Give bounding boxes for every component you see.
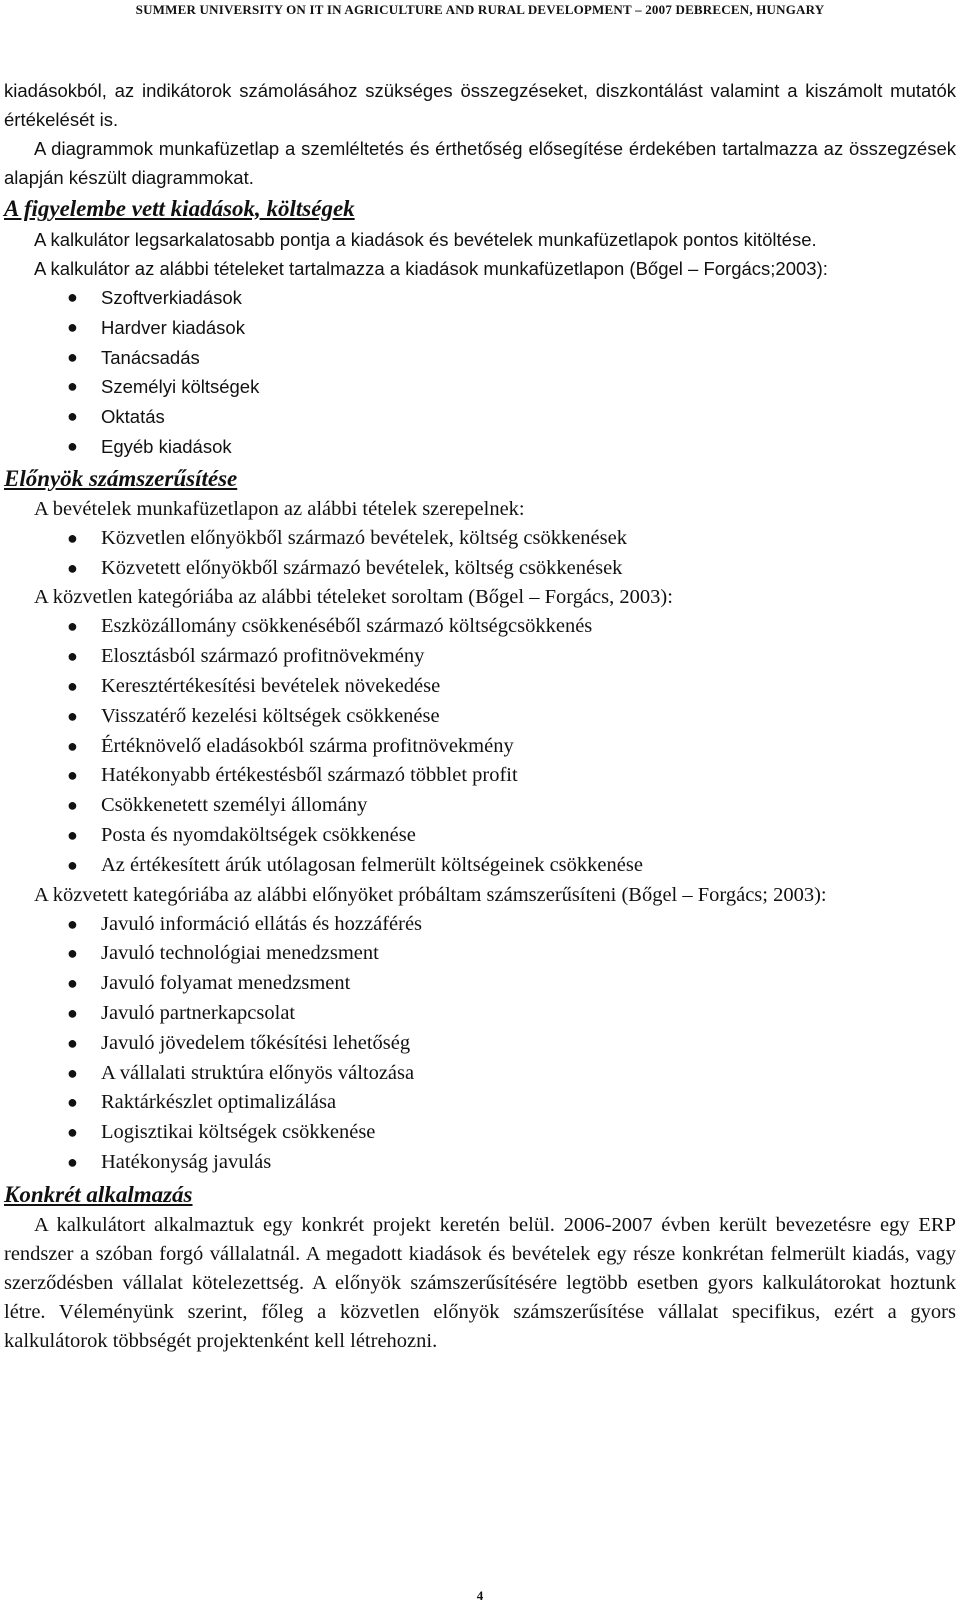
list-item-text: Raktárkészlet optimalizálása [101,1091,337,1114]
bullet-icon: ● [67,557,78,578]
bullet-icon: ● [67,527,78,548]
bullet-icon: ● [67,406,78,427]
list-item-text: Oktatás [101,406,165,428]
list-item-text: Értéknövelő eladásokból szárma profitnövekmény [101,734,514,757]
bullet-icon: ● [67,1122,78,1143]
list-item-text: Posta és nyomdaköltségek csökkenése [101,823,416,846]
list-item-text: Egyéb kiadások [101,435,232,457]
list-item-text: Visszatérő kezelési költségek csökkenése [101,704,440,727]
bullet-icon: ● [67,435,78,456]
list-item-text: Logisztikai költségek csökkenése [101,1121,376,1144]
list-item [4,910,956,940]
diagram-paragraph: A diagrammok munkafüzetlap a szemléltetés és érthetőség elősegítése érdekében tartalmazza az összegzések alapján készült diagrammokat. [4,138,956,188]
list-item [4,1059,956,1089]
bullet-icon: ● [67,854,78,875]
list-item-text: Elosztásból származó profitnövekmény [101,645,425,668]
bullet-icon: ● [67,316,78,337]
bullet-icon: ● [67,1092,78,1113]
bullet-icon: ● [67,765,78,786]
list-item [4,283,956,313]
bullet-icon: ● [67,943,78,964]
list-item-text: Keresztértékesítési bevételek növekedése [101,674,441,697]
direct-benefits-list [4,612,956,880]
list-item [4,432,956,462]
bullet-icon: ● [67,973,78,994]
list-item-text: Javuló jövedelem tőkésítési lehetőség [101,1031,411,1054]
list-item [4,851,956,881]
list-item [4,969,956,999]
list-item-text: A vállalati struktúra előnyös változása [101,1061,415,1084]
bullet-icon: ● [67,824,78,845]
bullet-icon: ● [67,675,78,696]
list-item-text: Tanácsadás [101,346,200,368]
section-heading-benefits: Előnyök számszerűsítése [4,465,238,491]
list-item-text: Közvetlen előnyökből származó bevételek, költség csökkenések [101,526,627,549]
list-item-text: Javuló folyamat menedzsment [101,972,351,995]
list-item-text: Hatékonyság javulás [101,1150,272,1173]
list-item [4,1029,956,1059]
list-item-text: Hardver kiadások [101,316,245,338]
list-item [4,642,956,672]
list-item [4,402,956,432]
list-item-text: Eszközállomány csökkenéséből származó költségcsökkenés [101,615,593,638]
list-item-text: Az értékesített árúk utólagosan felmerült költségeinek csökkenése [101,853,643,876]
list-item [4,1118,956,1148]
costs-paragraph-1: A kalkulátor legsarkalatosabb pontja a kiadások és bevételek munkafüzetlapok pontos kitöltése. [34,229,817,250]
bullet-icon: ● [67,913,78,934]
list-item [4,524,956,554]
list-item [4,372,956,402]
list-item [4,313,956,343]
list-item-text: Csökkenetett személyi állomány [101,794,368,817]
bullet-icon: ● [67,616,78,637]
section-heading-costs: A figyelembe vett kiadások, költségek [4,196,355,221]
bullet-icon: ● [67,646,78,667]
list-item [4,732,956,762]
list-item [4,702,956,732]
list-item [4,791,956,821]
bullet-icon: ● [67,735,78,756]
bullet-icon: ● [67,1002,78,1023]
running-header: SUMMER UNIVERSITY ON IT IN AGRICULTURE AND RURAL DEVELOPMENT – 2007 DEBRECEN, HUNGARY [135,2,825,17]
list-item-text: Közvetett előnyökből származó bevételek, költség csökkenések [101,556,623,579]
list-item [4,1088,956,1118]
indirect-benefits-list [4,910,956,1178]
list-item [4,612,956,642]
list-item [4,821,956,851]
bullet-icon: ● [67,795,78,816]
benefits-paragraph-3: A közvetett kategóriába az alábbi előnyöket próbáltam számszerűsíteni (Bőgel – Forgács; 2003): [34,883,827,906]
application-paragraph: A kalkulátort alkalmaztuk egy konkrét projekt keretén belül. 2006-2007 évben került bevezetésre egy ERP rendszer a szóban forgó vállalatnál. A megadott kiadások és bevételek egy része konkrétan felmerült kiadás, vagy szerződésben vállalat kötelezettség. A előnyök számszerűsítésére legtöbb esetben gyors kalkulátorokat hoztunk létre. Véleményünk szerint, főleg a közvetlen előnyök számszerűsítése vállalat specifikus, ezért a gyors kalkulátorok többségét projektenként kell létrehozni. [4,1213,956,1352]
section-heading-application: Konkrét alkalmazás [4,1181,193,1207]
benefits-paragraph-1: A bevételek munkafüzetlapon az alábbi tételek szerepelnek: [34,497,525,520]
list-item [4,1148,956,1178]
benefits-paragraph-2: A közvetlen kategóriába az alábbi tételeket soroltam (Bőgel – Forgács, 2003): [34,586,673,609]
bullet-icon: ● [67,376,78,397]
list-item-text: Javuló technológiai menedzsment [101,942,379,965]
bullet-icon: ● [67,705,78,726]
bullet-icon: ● [67,287,78,307]
intro-paragraph: kiadásokból, az indikátorok számolásához szükséges összegzéseket, diszkontálást valamint a kiszámolt mutatók értékelését is. [4,80,956,130]
list-item-text: Hatékonyabb értékestésből származó többlet profit [101,764,518,787]
list-item [4,672,956,702]
list-item-text: Szoftverkiadások [101,287,242,308]
bullet-icon: ● [67,1151,78,1172]
cost-items-list [4,283,956,462]
benefit-types-list [4,524,956,584]
list-item-text: Javuló partnerkapcsolat [101,1001,296,1024]
page-body [4,76,956,1356]
list-item-text: Javuló információ ellátás és hozzáférés [101,912,423,935]
bullet-icon: ● [67,1062,78,1083]
bullet-icon: ● [67,346,78,367]
list-item [4,939,956,969]
bullet-icon: ● [67,1032,78,1053]
list-item [4,554,956,584]
list-item [4,999,956,1029]
costs-paragraph-2: A kalkulátor az alábbi tételeket tartalmazza a kiadások munkafüzetlapon (Bőgel – Forgács;2003): [34,258,828,279]
list-item-text: Személyi költségek [101,376,260,398]
page-number: 4 [476,1588,484,1603]
list-item [4,761,956,791]
list-item [4,343,956,373]
